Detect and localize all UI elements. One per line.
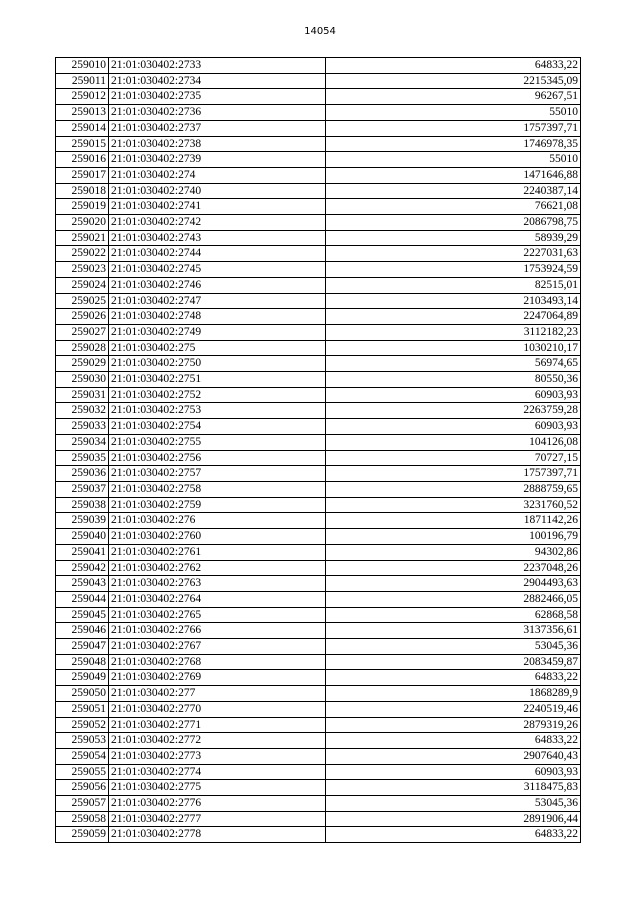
cadastral-number-cell: 21:01:030402:2758 [109, 481, 326, 497]
cadastral-number-cell: 21:01:030402:2778 [109, 827, 326, 843]
row-number-cell: 259021 [56, 230, 109, 246]
row-number-cell: 259050 [56, 686, 109, 702]
cadastral-value-cell: 1871142,26 [326, 513, 581, 529]
cadastral-value-cell: 2240387,14 [326, 183, 581, 199]
cadastral-value-cell: 94302,86 [326, 544, 581, 560]
cadastral-value-cell: 3118475,83 [326, 780, 581, 796]
cadastral-number-cell: 21:01:030402:2775 [109, 780, 326, 796]
table-row [56, 748, 581, 764]
cadastral-number-cell: 21:01:030402:2773 [109, 748, 326, 764]
cadastral-value-cell: 2247064,89 [326, 309, 581, 325]
table-row [56, 576, 581, 592]
cadastral-number-cell: 21:01:030402:276 [109, 513, 326, 529]
cadastral-value-cell: 70727,15 [326, 450, 581, 466]
cadastral-value-cell: 1753924,59 [326, 262, 581, 278]
row-number-cell: 259053 [56, 733, 109, 749]
row-number-cell: 259011 [56, 73, 109, 89]
cadastral-value-cell: 80550,36 [326, 372, 581, 388]
table-row [56, 277, 581, 293]
cadastral-number-cell: 21:01:030402:2733 [109, 58, 326, 74]
cadastral-value-cell: 53045,36 [326, 639, 581, 655]
row-number-cell: 259040 [56, 529, 109, 545]
table-row [56, 466, 581, 482]
table-row [56, 372, 581, 388]
cadastral-value-cell: 3112182,23 [326, 324, 581, 340]
cadastral-value-cell: 55010 [326, 152, 581, 168]
table-row [56, 262, 581, 278]
table-row [56, 481, 581, 497]
row-number-cell: 259044 [56, 591, 109, 607]
row-number-cell: 259031 [56, 387, 109, 403]
cadastral-value-cell: 1471646,88 [326, 167, 581, 183]
cadastral-value-cell: 64833,22 [326, 58, 581, 74]
row-number-cell: 259036 [56, 466, 109, 482]
table-row [56, 764, 581, 780]
table-row [56, 340, 581, 356]
cadastral-value-cell: 1868289,9 [326, 686, 581, 702]
cadastral-number-cell: 21:01:030402:2745 [109, 262, 326, 278]
table-row [56, 497, 581, 513]
cadastral-value-cell: 62868,58 [326, 607, 581, 623]
table-row [56, 419, 581, 435]
cadastral-number-cell: 21:01:030402:2744 [109, 246, 326, 262]
cadastral-number-cell: 21:01:030402:2769 [109, 670, 326, 686]
cadastral-number-cell: 21:01:030402:2735 [109, 89, 326, 105]
row-number-cell: 259017 [56, 167, 109, 183]
cadastral-number-cell: 21:01:030402:2739 [109, 152, 326, 168]
row-number-cell: 259037 [56, 481, 109, 497]
row-number-cell: 259046 [56, 623, 109, 639]
cadastral-number-cell: 21:01:030402:2763 [109, 576, 326, 592]
cadastral-value-cell: 100196,79 [326, 529, 581, 545]
cadastral-number-cell: 21:01:030402:2754 [109, 419, 326, 435]
row-number-cell: 259039 [56, 513, 109, 529]
table-row [56, 670, 581, 686]
cadastral-value-cell: 1746978,35 [326, 136, 581, 152]
row-number-cell: 259010 [56, 58, 109, 74]
cadastral-number-cell: 21:01:030402:2738 [109, 136, 326, 152]
row-number-cell: 259015 [56, 136, 109, 152]
row-number-cell: 259013 [56, 105, 109, 121]
cadastral-number-cell: 21:01:030402:2752 [109, 387, 326, 403]
row-number-cell: 259049 [56, 670, 109, 686]
cadastral-value-cell: 2263759,28 [326, 403, 581, 419]
cadastral-number-cell: 21:01:030402:2755 [109, 434, 326, 450]
table-row [56, 356, 581, 372]
table-row [56, 387, 581, 403]
row-number-cell: 259058 [56, 811, 109, 827]
table-row [56, 607, 581, 623]
table-row [56, 701, 581, 717]
cadastral-value-table [55, 57, 581, 843]
table-row [56, 639, 581, 655]
table-row [56, 827, 581, 843]
table-row [56, 811, 581, 827]
row-number-cell: 259020 [56, 215, 109, 231]
cadastral-value-cell: 2083459,87 [326, 654, 581, 670]
cadastral-number-cell: 21:01:030402:2771 [109, 717, 326, 733]
cadastral-number-cell: 21:01:030402:2772 [109, 733, 326, 749]
table-body [56, 58, 581, 843]
table-row [56, 136, 581, 152]
table-row [56, 560, 581, 576]
cadastral-number-cell: 21:01:030402:2748 [109, 309, 326, 325]
table-row [56, 152, 581, 168]
table-row [56, 796, 581, 812]
table-row [56, 403, 581, 419]
cadastral-value-cell: 2237048,26 [326, 560, 581, 576]
cadastral-number-cell: 21:01:030402:2770 [109, 701, 326, 717]
table-row [56, 733, 581, 749]
row-number-cell: 259023 [56, 262, 109, 278]
cadastral-number-cell: 21:01:030402:2740 [109, 183, 326, 199]
row-number-cell: 259030 [56, 372, 109, 388]
table-row [56, 293, 581, 309]
table-row [56, 183, 581, 199]
cadastral-value-cell: 2103493,14 [326, 293, 581, 309]
cadastral-number-cell: 21:01:030402:2736 [109, 105, 326, 121]
table-row [56, 215, 581, 231]
table-row [56, 324, 581, 340]
row-number-cell: 259047 [56, 639, 109, 655]
cadastral-number-cell: 21:01:030402:2765 [109, 607, 326, 623]
row-number-cell: 259056 [56, 780, 109, 796]
cadastral-value-cell: 2907640,43 [326, 748, 581, 764]
cadastral-number-cell: 21:01:030402:2762 [109, 560, 326, 576]
table-row [56, 654, 581, 670]
row-number-cell: 259035 [56, 450, 109, 466]
cadastral-value-cell: 1030210,17 [326, 340, 581, 356]
cadastral-number-cell: 21:01:030402:2743 [109, 230, 326, 246]
table-row [56, 120, 581, 136]
cadastral-number-cell: 21:01:030402:2756 [109, 450, 326, 466]
cadastral-value-cell: 2879319,26 [326, 717, 581, 733]
table-row [56, 686, 581, 702]
row-number-cell: 259034 [56, 434, 109, 450]
table-row [56, 434, 581, 450]
row-number-cell: 259029 [56, 356, 109, 372]
row-number-cell: 259014 [56, 120, 109, 136]
cadastral-number-cell: 21:01:030402:2747 [109, 293, 326, 309]
row-number-cell: 259059 [56, 827, 109, 843]
cadastral-number-cell: 21:01:030402:2757 [109, 466, 326, 482]
cadastral-value-cell: 2240519,46 [326, 701, 581, 717]
table-row [56, 780, 581, 796]
cadastral-number-cell: 21:01:030402:2734 [109, 73, 326, 89]
row-number-cell: 259025 [56, 293, 109, 309]
table-row [56, 513, 581, 529]
table-row [56, 450, 581, 466]
cadastral-value-cell: 3231760,52 [326, 497, 581, 513]
table-row [56, 89, 581, 105]
row-number-cell: 259038 [56, 497, 109, 513]
cadastral-value-cell: 60903,93 [326, 419, 581, 435]
cadastral-value-cell: 2215345,09 [326, 73, 581, 89]
cadastral-value-cell: 64833,22 [326, 733, 581, 749]
cadastral-number-cell: 21:01:030402:277 [109, 686, 326, 702]
cadastral-number-cell: 21:01:030402:2749 [109, 324, 326, 340]
row-number-cell: 259028 [56, 340, 109, 356]
cadastral-number-cell: 21:01:030402:2766 [109, 623, 326, 639]
row-number-cell: 259016 [56, 152, 109, 168]
cadastral-value-cell: 2086798,75 [326, 215, 581, 231]
cadastral-value-cell: 2891906,44 [326, 811, 581, 827]
cadastral-value-cell: 53045,36 [326, 796, 581, 812]
row-number-cell: 259026 [56, 309, 109, 325]
cadastral-number-cell: 21:01:030402:2750 [109, 356, 326, 372]
cadastral-number-cell: 21:01:030402:2768 [109, 654, 326, 670]
cadastral-number-cell: 21:01:030402:2753 [109, 403, 326, 419]
cadastral-number-cell: 21:01:030402:2737 [109, 120, 326, 136]
table-row [56, 309, 581, 325]
row-number-cell: 259045 [56, 607, 109, 623]
table-row [56, 591, 581, 607]
cadastral-value-cell: 2227031,63 [326, 246, 581, 262]
cadastral-value-cell: 3137356,61 [326, 623, 581, 639]
cadastral-value-cell: 64833,22 [326, 827, 581, 843]
table-row [56, 199, 581, 215]
table-row [56, 544, 581, 560]
row-number-cell: 259051 [56, 701, 109, 717]
row-number-cell: 259033 [56, 419, 109, 435]
cadastral-number-cell: 21:01:030402:2764 [109, 591, 326, 607]
cadastral-value-cell: 2888759,65 [326, 481, 581, 497]
cadastral-value-cell: 104126,08 [326, 434, 581, 450]
cadastral-number-cell: 21:01:030402:2761 [109, 544, 326, 560]
cadastral-value-cell: 2904493,63 [326, 576, 581, 592]
cadastral-number-cell: 21:01:030402:2777 [109, 811, 326, 827]
row-number-cell: 259052 [56, 717, 109, 733]
cadastral-value-cell: 58939,29 [326, 230, 581, 246]
table-row [56, 105, 581, 121]
row-number-cell: 259041 [56, 544, 109, 560]
cadastral-number-cell: 21:01:030402:2774 [109, 764, 326, 780]
row-number-cell: 259042 [56, 560, 109, 576]
table-row [56, 73, 581, 89]
table-row [56, 230, 581, 246]
cadastral-value-cell: 1757397,71 [326, 466, 581, 482]
table-row [56, 529, 581, 545]
cadastral-value-cell: 60903,93 [326, 764, 581, 780]
cadastral-number-cell: 21:01:030402:2759 [109, 497, 326, 513]
row-number-cell: 259055 [56, 764, 109, 780]
page-number: 14054 [304, 26, 336, 37]
table-row [56, 167, 581, 183]
cadastral-number-cell: 21:01:030402:2776 [109, 796, 326, 812]
cadastral-value-cell: 96267,51 [326, 89, 581, 105]
cadastral-number-cell: 21:01:030402:2767 [109, 639, 326, 655]
row-number-cell: 259027 [56, 324, 109, 340]
table-row [56, 717, 581, 733]
cadastral-value-cell: 76621,08 [326, 199, 581, 215]
row-number-cell: 259019 [56, 199, 109, 215]
cadastral-number-cell: 21:01:030402:275 [109, 340, 326, 356]
cadastral-value-cell: 60903,93 [326, 387, 581, 403]
row-number-cell: 259022 [56, 246, 109, 262]
cadastral-value-cell: 1757397,71 [326, 120, 581, 136]
row-number-cell: 259043 [56, 576, 109, 592]
cadastral-number-cell: 21:01:030402:2760 [109, 529, 326, 545]
cadastral-value-cell: 2882466,05 [326, 591, 581, 607]
cadastral-number-cell: 21:01:030402:274 [109, 167, 326, 183]
cadastral-number-cell: 21:01:030402:2741 [109, 199, 326, 215]
row-number-cell: 259057 [56, 796, 109, 812]
table-row [56, 58, 581, 74]
cadastral-value-cell: 55010 [326, 105, 581, 121]
row-number-cell: 259048 [56, 654, 109, 670]
table-row [56, 623, 581, 639]
table-row [56, 246, 581, 262]
cadastral-number-cell: 21:01:030402:2742 [109, 215, 326, 231]
cadastral-number-cell: 21:01:030402:2751 [109, 372, 326, 388]
cadastral-value-cell: 64833,22 [326, 670, 581, 686]
row-number-cell: 259032 [56, 403, 109, 419]
row-number-cell: 259012 [56, 89, 109, 105]
row-number-cell: 259024 [56, 277, 109, 293]
row-number-cell: 259018 [56, 183, 109, 199]
cadastral-number-cell: 21:01:030402:2746 [109, 277, 326, 293]
cadastral-value-cell: 82515,01 [326, 277, 581, 293]
cadastral-value-cell: 56974,65 [326, 356, 581, 372]
row-number-cell: 259054 [56, 748, 109, 764]
